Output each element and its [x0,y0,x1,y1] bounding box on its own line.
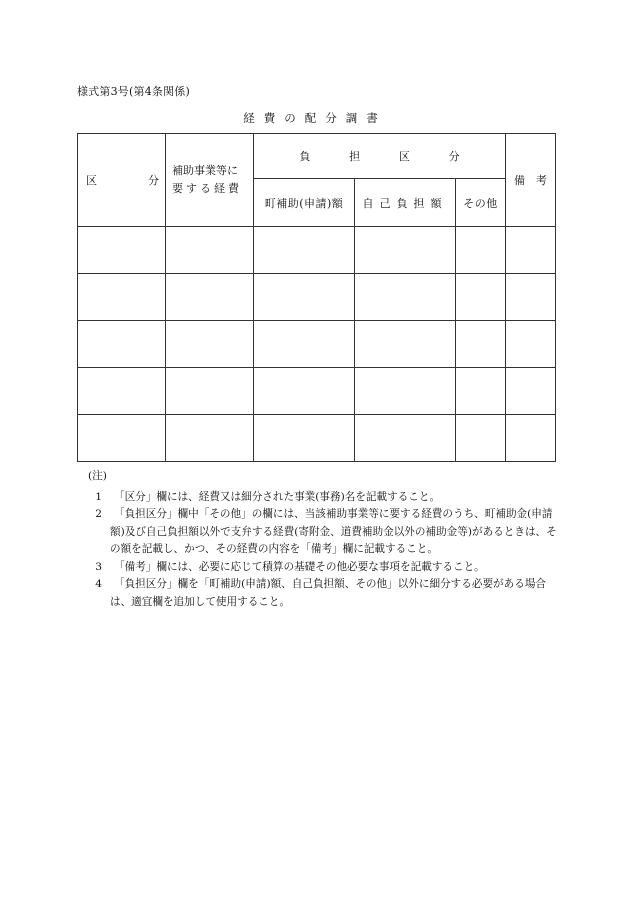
header-hojo-keihi [166,134,254,227]
table-row [78,368,556,415]
header-hojo-line-1: 補助事業等に [172,164,238,177]
table-row [78,227,556,274]
header-futan-kubun [254,134,506,179]
note-number: 2 [95,508,102,520]
form-number-label: 様式第3号(第4条関係) [77,85,190,98]
note-item [88,559,558,577]
table-row [78,321,556,368]
note-number: 3 [95,560,102,573]
expense-allocation-table [77,133,556,462]
header-futan-char-4: 分 [448,150,460,163]
header-machi-hojo: 町補助(申請)額 [254,179,355,227]
header-biko [506,134,556,227]
header-kubun [78,134,166,227]
notes-heading: (注) [88,470,107,482]
header-kubun-char-2: 分 [148,174,159,187]
header-sonota: その他 [456,179,506,227]
note-number: 4 [95,578,102,590]
header-futan-char-1: 負 [299,150,311,163]
note-text: 「負担区分」欄中「その他」の欄には、当該補助事業等に要する経費のうち、町補助金(申請額)及び自己負担額以外で支弁する経費(寄附金、道費補助金以外の補助金等)があるときは、その額を記載し、かつ、その経費の内容を「備考」欄に記載すること。 [110,508,557,555]
header-biko-char-2: 考 [536,174,548,187]
note-number: 1 [95,490,102,503]
header-futan-char-2: 担 [349,150,361,163]
note-item [88,489,558,507]
note-text: 「備考」欄には、必要に応じて積算の基礎その他必要な事項を記載すること。 [114,560,485,573]
header-biko-char-1: 備 [514,174,526,187]
page-title: 経費の配分調書 [243,111,387,125]
header-kubun-char-1: 区 [86,174,97,187]
note-item [88,576,558,611]
table-row [78,274,556,321]
note-item [88,506,558,559]
note-text: 「区分」欄には、経費又は細分された事業(事務)名を記載すること。 [114,490,441,503]
header-jiko-futan: 自己負担額 [355,179,456,227]
header-row-1 [78,134,556,179]
notes-section [88,468,558,611]
note-text: 「負担区分」欄を「町補助(申請)額、自己負担額、その他」以外に細分する必要がある場合は、適宜欄を追加して使用すること。 [110,578,547,608]
header-hojo-line-2: 要する経費 [172,182,242,195]
table-row [78,415,556,462]
header-futan-char-3: 区 [398,150,410,163]
